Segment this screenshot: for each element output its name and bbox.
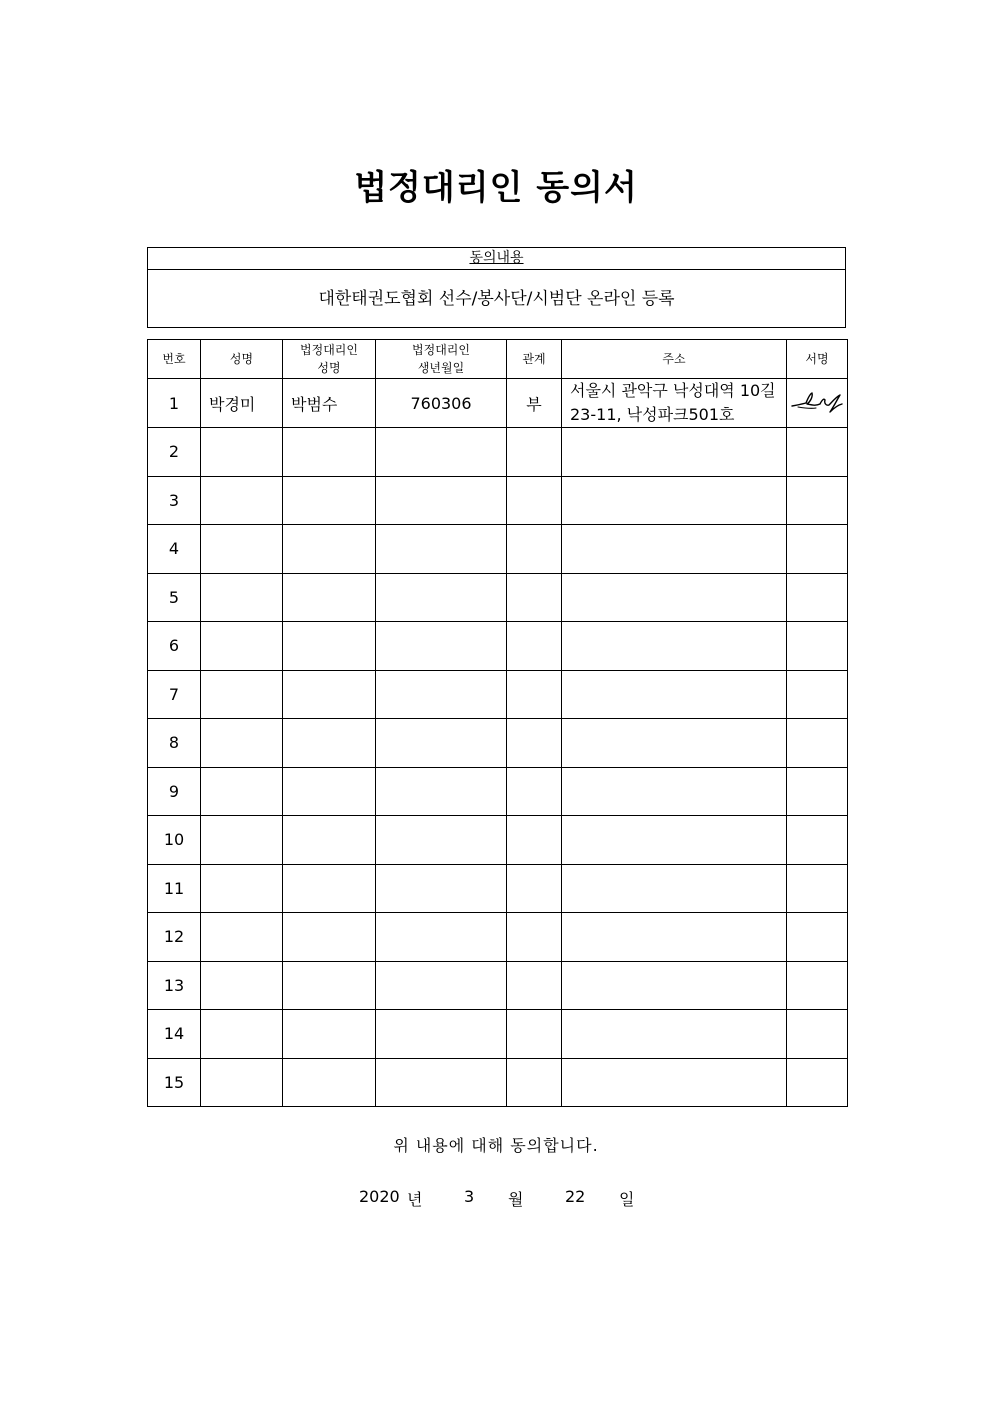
cell-address — [562, 719, 787, 768]
cell-name — [201, 1058, 283, 1107]
consent-header — [148, 248, 845, 270]
cell-guardian-name — [283, 767, 376, 816]
cell-address — [562, 816, 787, 865]
cell-relation — [507, 767, 562, 816]
date-month: 3 — [464, 1187, 475, 1206]
cell-signature — [787, 961, 848, 1010]
cell-signature — [787, 622, 848, 671]
date-month-unit: 월 — [508, 1190, 524, 1209]
cell-no: 4 — [148, 525, 201, 574]
cell-no: 12 — [148, 913, 201, 962]
cell-relation — [507, 719, 562, 768]
cell-address — [562, 670, 787, 719]
table-header-row — [148, 340, 848, 379]
cell-relation — [507, 1010, 562, 1059]
cell-address — [562, 573, 787, 622]
cell-guardian-birth — [376, 428, 507, 477]
cell-no: 6 — [148, 622, 201, 671]
cell-address — [562, 1058, 787, 1107]
date-year-unit: 년 — [407, 1190, 423, 1209]
cell-no: 2 — [148, 428, 201, 477]
cell-relation — [507, 622, 562, 671]
cell-relation — [507, 864, 562, 913]
cell-address — [562, 428, 787, 477]
cell-name — [201, 622, 283, 671]
cell-guardian-name — [283, 428, 376, 477]
cell-guardian-birth — [376, 1010, 507, 1059]
cell-guardian-birth — [376, 476, 507, 525]
cell-guardian-birth — [376, 1058, 507, 1107]
col-header-guardian-birth: 법정대리인 생년월일 — [376, 340, 507, 379]
cell-name — [201, 525, 283, 574]
col-header-relation: 관계 — [507, 340, 562, 379]
cell-guardian-birth — [376, 622, 507, 671]
col-header-name: 성명 — [201, 340, 283, 379]
cell-guardian-name — [283, 1058, 376, 1107]
cell-guardian-birth — [376, 816, 507, 865]
cell-guardian-name — [283, 670, 376, 719]
table-row — [148, 1010, 848, 1059]
cell-name — [201, 670, 283, 719]
cell-relation — [507, 670, 562, 719]
cell-name — [201, 719, 283, 768]
cell-no: 10 — [148, 816, 201, 865]
table-row — [148, 476, 848, 525]
cell-signature — [787, 525, 848, 574]
cell-relation — [507, 476, 562, 525]
cell-guardian-name — [283, 525, 376, 574]
cell-no: 15 — [148, 1058, 201, 1107]
signature-mark — [790, 388, 844, 418]
cell-guardian-birth — [376, 719, 507, 768]
date-day: 22 — [565, 1187, 586, 1206]
table-row — [148, 864, 848, 913]
agreement-text: 위 내용에 대해 동의합니다. — [393, 1136, 599, 1155]
col-header-address: 주소 — [562, 340, 787, 379]
cell-address — [562, 913, 787, 962]
table-row — [148, 1058, 848, 1107]
cell-name — [201, 961, 283, 1010]
cell-relation: 부 — [507, 379, 562, 428]
cell-signature — [787, 913, 848, 962]
cell-name — [201, 816, 283, 865]
col-header-guardian-name: 법정대리인 성명 — [283, 340, 376, 379]
cell-signature — [787, 1010, 848, 1059]
cell-name — [201, 864, 283, 913]
consent-header-label: 동의내용 — [469, 250, 524, 266]
date-day-unit: 일 — [619, 1190, 635, 1209]
cell-address — [562, 476, 787, 525]
table-row — [148, 767, 848, 816]
table-body — [148, 379, 848, 1107]
cell-signature — [787, 816, 848, 865]
cell-name — [201, 573, 283, 622]
cell-signature — [787, 767, 848, 816]
table-row — [148, 573, 848, 622]
cell-relation — [507, 961, 562, 1010]
cell-guardian-name — [283, 719, 376, 768]
cell-name — [201, 1010, 283, 1059]
cell-address — [562, 864, 787, 913]
cell-guardian-name — [283, 913, 376, 962]
cell-relation — [507, 913, 562, 962]
cell-signature — [787, 670, 848, 719]
cell-signature — [787, 719, 848, 768]
cell-relation — [507, 816, 562, 865]
cell-guardian-birth — [376, 525, 507, 574]
consent-box — [147, 247, 846, 328]
cell-relation — [507, 428, 562, 477]
cell-signature — [787, 379, 848, 428]
table-row — [148, 525, 848, 574]
table-row — [148, 913, 848, 962]
cell-name — [201, 767, 283, 816]
table-row — [148, 379, 848, 428]
cell-no: 7 — [148, 670, 201, 719]
cell-guardian-birth — [376, 670, 507, 719]
cell-name — [201, 913, 283, 962]
col-header-signature: 서명 — [787, 340, 848, 379]
cell-address — [562, 1010, 787, 1059]
guardian-table — [147, 339, 848, 1107]
cell-no: 5 — [148, 573, 201, 622]
cell-signature — [787, 864, 848, 913]
table-row — [148, 622, 848, 671]
table-row — [148, 428, 848, 477]
cell-guardian-name: 박범수 — [283, 379, 376, 428]
cell-signature — [787, 1058, 848, 1107]
cell-guardian-name — [283, 1010, 376, 1059]
cell-guardian-birth — [376, 961, 507, 1010]
cell-guardian-name — [283, 864, 376, 913]
cell-signature — [787, 428, 848, 477]
cell-no: 3 — [148, 476, 201, 525]
col-header-no: 번호 — [148, 340, 201, 379]
cell-no: 8 — [148, 719, 201, 768]
cell-address — [562, 622, 787, 671]
table-row — [148, 816, 848, 865]
cell-address — [562, 767, 787, 816]
cell-guardian-birth: 760306 — [376, 379, 507, 428]
cell-guardian-birth — [376, 573, 507, 622]
cell-guardian-name — [283, 573, 376, 622]
cell-guardian-birth — [376, 767, 507, 816]
cell-guardian-name — [283, 816, 376, 865]
document-title: 법정대리인 동의서 — [354, 168, 638, 208]
cell-no: 9 — [148, 767, 201, 816]
cell-guardian-birth — [376, 913, 507, 962]
cell-no: 1 — [148, 379, 201, 428]
table-row — [148, 961, 848, 1010]
cell-address — [562, 961, 787, 1010]
table-row — [148, 719, 848, 768]
cell-name — [201, 428, 283, 477]
cell-guardian-name — [283, 622, 376, 671]
date-year: 2020 — [359, 1187, 400, 1206]
cell-relation — [507, 1058, 562, 1107]
cell-relation — [507, 573, 562, 622]
cell-guardian-birth — [376, 864, 507, 913]
cell-address — [562, 525, 787, 574]
cell-no: 14 — [148, 1010, 201, 1059]
consent-content: 대한태권도협회 선수/봉사단/시범단 온라인 등록 — [318, 289, 675, 309]
cell-name — [201, 476, 283, 525]
table-row — [148, 670, 848, 719]
cell-signature — [787, 573, 848, 622]
cell-signature — [787, 476, 848, 525]
cell-no: 13 — [148, 961, 201, 1010]
cell-relation — [507, 525, 562, 574]
cell-no: 11 — [148, 864, 201, 913]
cell-address: 서울시 관악구 낙성대역 10길 23-11, 낙성파크501호 — [562, 379, 787, 428]
cell-guardian-name — [283, 961, 376, 1010]
cell-guardian-name — [283, 476, 376, 525]
cell-name: 박경미 — [201, 379, 283, 428]
